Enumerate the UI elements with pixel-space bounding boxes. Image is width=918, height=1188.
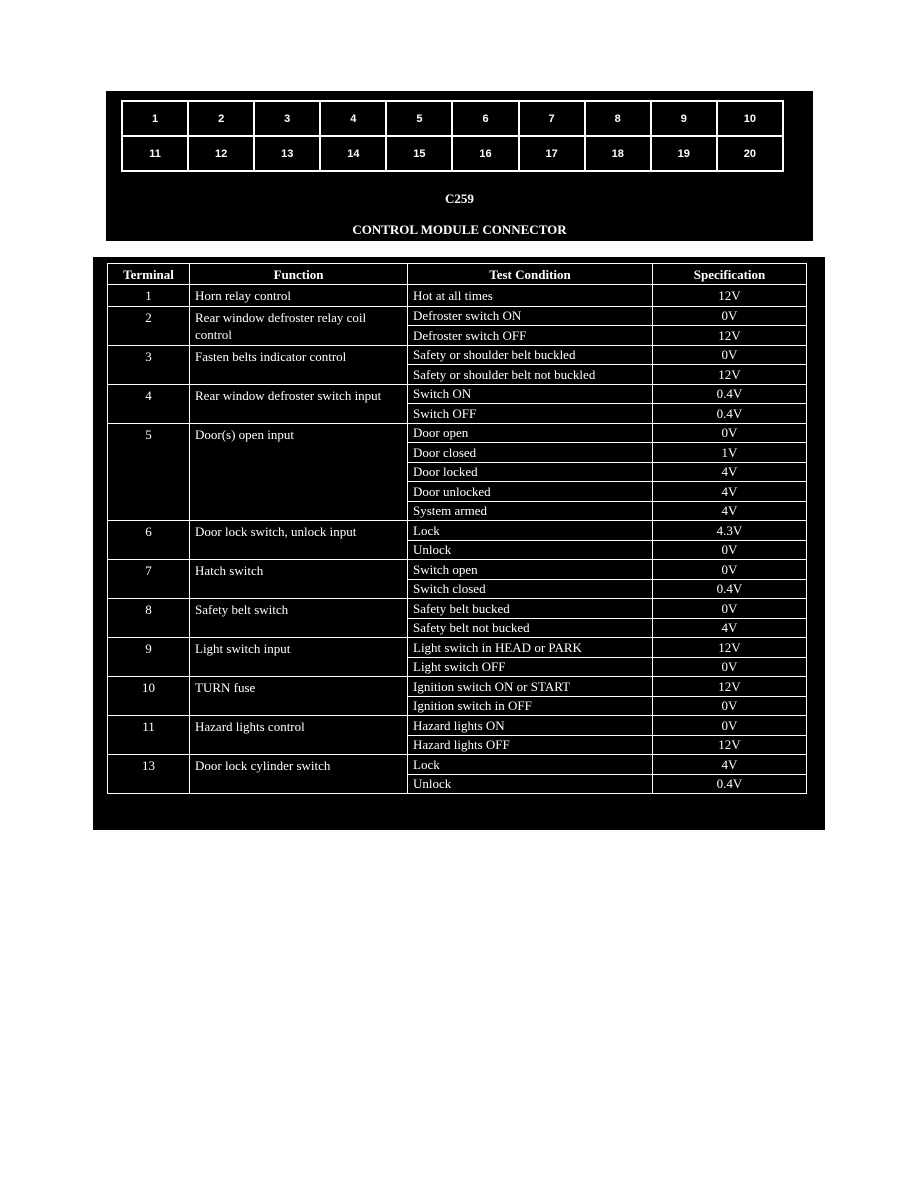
connector-pin: 13 (254, 136, 320, 171)
connector-pin: 6 (452, 101, 518, 136)
table-row (108, 521, 807, 541)
connector-pin: 4 (320, 101, 386, 136)
connector-pin: 5 (386, 101, 452, 136)
connector-pin: 2 (188, 101, 254, 136)
terminal-cell: 8 (108, 599, 190, 638)
spec-table (107, 263, 807, 794)
header-test-condition: Test Condition (408, 264, 653, 285)
function-cell: Rear window defroster relay coil control (190, 306, 408, 345)
connector-pin: 7 (519, 101, 585, 136)
function-cell: Safety belt switch (190, 599, 408, 638)
connector-pin: 11 (122, 136, 188, 171)
test-condition-cell: Defroster switch OFF (408, 326, 653, 346)
header-specification: Specification (653, 264, 807, 285)
specification-cell: 12V (653, 285, 807, 307)
test-condition-cell: Lock (408, 755, 653, 775)
function-cell: Horn relay control (190, 285, 408, 307)
specification-cell: 0V (653, 423, 807, 443)
function-cell: Rear window defroster switch input (190, 384, 408, 423)
table-row (108, 423, 807, 443)
pin-row-bottom (122, 136, 783, 171)
terminal-cell: 7 (108, 560, 190, 599)
table-row (108, 285, 807, 307)
specification-cell: 0V (653, 599, 807, 619)
terminal-cell: 13 (108, 755, 190, 794)
terminal-cell: 10 (108, 677, 190, 716)
test-condition-cell: Switch closed (408, 579, 653, 599)
connector-pin: 10 (717, 101, 783, 136)
table-row (108, 306, 807, 326)
specification-cell: 0V (653, 716, 807, 736)
terminal-cell: 11 (108, 716, 190, 755)
test-condition-cell: Door locked (408, 462, 653, 482)
connector-pin: 3 (254, 101, 320, 136)
connector-pin-grid (121, 100, 784, 172)
table-row (108, 384, 807, 404)
test-condition-cell: Safety belt not bucked (408, 618, 653, 638)
test-condition-cell: Switch OFF (408, 404, 653, 424)
connector-title: CONTROL MODULE CONNECTOR (352, 222, 567, 237)
connector-pin: 15 (386, 136, 452, 171)
test-condition-cell: Switch ON (408, 384, 653, 404)
table-row (108, 599, 807, 619)
test-condition-cell: Door closed (408, 443, 653, 463)
table-row (108, 560, 807, 580)
test-condition-cell: Safety or shoulder belt buckled (408, 345, 653, 365)
specification-cell: 12V (653, 735, 807, 755)
specification-cell: 0V (653, 696, 807, 716)
specification-cell: 12V (653, 638, 807, 658)
terminal-cell: 2 (108, 306, 190, 345)
terminal-cell: 4 (108, 384, 190, 423)
connector-pin: 9 (651, 101, 717, 136)
connector-pin: 14 (320, 136, 386, 171)
table-row (108, 677, 807, 697)
test-condition-cell: Switch open (408, 560, 653, 580)
header-terminal: Terminal (108, 264, 190, 285)
test-condition-cell: Lock (408, 521, 653, 541)
specification-cell: 1V (653, 443, 807, 463)
connector-pin: 1 (122, 101, 188, 136)
specification-cell: 12V (653, 365, 807, 385)
function-cell: Door lock switch, unlock input (190, 521, 408, 560)
terminal-cell: 6 (108, 521, 190, 560)
connector-pin: 8 (585, 101, 651, 136)
specification-cell: 0.4V (653, 404, 807, 424)
table-row (108, 638, 807, 658)
specification-cell: 0.4V (653, 384, 807, 404)
test-condition-cell: Hazard lights OFF (408, 735, 653, 755)
specification-cell: 4V (653, 501, 807, 521)
test-condition-cell: Safety belt bucked (408, 599, 653, 619)
specification-cell: 4V (653, 462, 807, 482)
function-cell: Door(s) open input (190, 423, 408, 521)
test-condition-cell: Door unlocked (408, 482, 653, 502)
test-condition-cell: System armed (408, 501, 653, 521)
terminal-cell: 9 (108, 638, 190, 677)
connector-pin: 12 (188, 136, 254, 171)
terminal-cell: 3 (108, 345, 190, 384)
test-condition-cell: Light switch in HEAD or PARK (408, 638, 653, 658)
table-header-row (108, 264, 807, 285)
specification-cell: 0V (653, 560, 807, 580)
header-function: Function (190, 264, 408, 285)
function-cell: TURN fuse (190, 677, 408, 716)
specification-cell: 4V (653, 482, 807, 502)
table-row (108, 345, 807, 365)
function-cell: Fasten belts indicator control (190, 345, 408, 384)
test-condition-cell: Hazard lights ON (408, 716, 653, 736)
function-cell: Hazard lights control (190, 716, 408, 755)
test-condition-cell: Hot at all times (408, 285, 653, 307)
specification-cell: 12V (653, 326, 807, 346)
test-condition-cell: Defroster switch ON (408, 306, 653, 326)
test-condition-cell: Light switch OFF (408, 657, 653, 677)
connector-diagram (106, 91, 813, 241)
pin-row-top (122, 101, 783, 136)
specification-cell: 12V (653, 677, 807, 697)
connector-pin: 17 (519, 136, 585, 171)
specification-cell: 0V (653, 345, 807, 365)
test-condition-cell: Unlock (408, 540, 653, 560)
function-cell: Hatch switch (190, 560, 408, 599)
specification-cell: 0V (653, 657, 807, 677)
connector-pin: 20 (717, 136, 783, 171)
spec-table-panel (93, 257, 825, 830)
table-row (108, 716, 807, 736)
specification-cell: 4V (653, 755, 807, 775)
specification-cell: 0V (653, 540, 807, 560)
specification-cell: 4.3V (653, 521, 807, 541)
test-condition-cell: Ignition switch ON or START (408, 677, 653, 697)
connector-pin: 19 (651, 136, 717, 171)
test-condition-cell: Safety or shoulder belt not buckled (408, 365, 653, 385)
specification-cell: 0.4V (653, 774, 807, 794)
connector-id: C259 (445, 191, 474, 206)
test-condition-cell: Door open (408, 423, 653, 443)
specification-cell: 0V (653, 306, 807, 326)
connector-pin: 16 (452, 136, 518, 171)
test-condition-cell: Ignition switch in OFF (408, 696, 653, 716)
specification-cell: 0.4V (653, 579, 807, 599)
spec-table-body (108, 285, 807, 794)
function-cell: Light switch input (190, 638, 408, 677)
specification-cell: 4V (653, 618, 807, 638)
terminal-cell: 5 (108, 423, 190, 521)
connector-pin: 18 (585, 136, 651, 171)
table-row (108, 755, 807, 775)
terminal-cell: 1 (108, 285, 190, 307)
function-cell: Door lock cylinder switch (190, 755, 408, 794)
test-condition-cell: Unlock (408, 774, 653, 794)
